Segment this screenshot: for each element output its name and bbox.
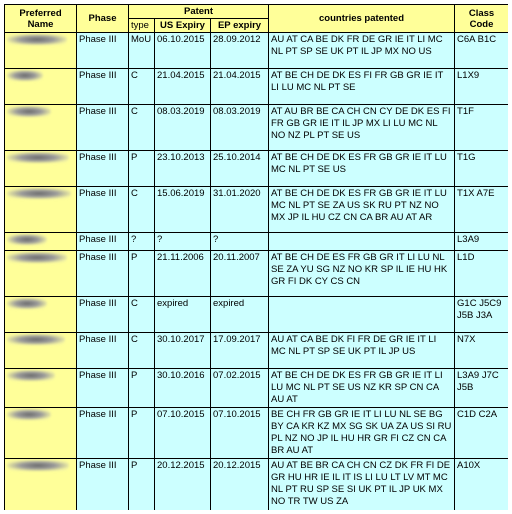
ep-expiry-cell: expired	[211, 297, 269, 333]
countries-cell	[269, 233, 455, 251]
redacted-name-blur	[7, 106, 51, 117]
preferred-name-cell	[5, 33, 77, 69]
table-row	[5, 33, 509, 69]
countries-cell: AT BE CH DE DK ES FR GB GR IE IT LI LU MC NL PT SE US NZ KR SP CN CA AU AT	[269, 369, 455, 408]
patent-type-cell: P	[129, 251, 155, 297]
countries-cell: AT BE CH DE DK ES FR GB GR IE IT LU MC NL PT SE ZA US SK RU PT NZ NO MX JP IL HU CZ CN CA BR AU AT AR	[269, 187, 455, 233]
header-phase: Phase	[77, 5, 129, 33]
ep-expiry-cell: 08.03.2019	[211, 105, 269, 151]
table-row	[5, 251, 509, 297]
redacted-name-blur	[7, 252, 67, 263]
us-expiry-cell: 15.06.2019	[155, 187, 211, 233]
ep-expiry-cell: 25.10.2014	[211, 151, 269, 187]
redacted-name-blur	[7, 34, 67, 45]
header-type: type	[129, 19, 155, 33]
redacted-name-blur	[7, 370, 55, 381]
us-expiry-cell: ?	[155, 233, 211, 251]
header-ep-expiry: EP expiry	[211, 19, 269, 33]
header-countries: countries patented	[269, 5, 455, 33]
us-expiry-cell: 06.10.2015	[155, 33, 211, 69]
table-row	[5, 297, 509, 333]
ep-expiry-cell: 07.02.2015	[211, 369, 269, 408]
patent-type-cell: MoU	[129, 33, 155, 69]
table-row	[5, 69, 509, 105]
patent-type-cell: P	[129, 369, 155, 408]
phase-cell: Phase III	[77, 459, 129, 511]
phase-cell: Phase III	[77, 233, 129, 251]
redacted-name-blur	[7, 188, 71, 199]
redacted-name-blur	[7, 70, 43, 81]
ep-expiry-cell: 17.09.2017	[211, 333, 269, 369]
patent-table	[4, 4, 508, 510]
table-row	[5, 459, 509, 511]
ep-expiry-cell: 28.09.2012	[211, 33, 269, 69]
class-code-cell: L3A9 J7C J5B	[455, 369, 508, 408]
patent-type-cell: C	[129, 333, 155, 369]
redacted-name-blur	[7, 234, 47, 245]
redacted-name-blur	[7, 409, 51, 420]
us-expiry-cell: 07.10.2015	[155, 408, 211, 459]
phase-cell: Phase III	[77, 297, 129, 333]
phase-cell: Phase III	[77, 105, 129, 151]
countries-cell: AT BE CH DE DK ES FR GB GR IE IT LU MC NL PT SE US	[269, 151, 455, 187]
table-row	[5, 151, 509, 187]
patent-type-cell: C	[129, 69, 155, 105]
countries-cell: AU AT CA BE DK FI FR DE GR IE IT LI MC NL PT SP SE UK PT IL JP US	[269, 333, 455, 369]
class-code-cell: T1X A7E	[455, 187, 508, 233]
us-expiry-cell: 23.10.2013	[155, 151, 211, 187]
patent-type-cell: P	[129, 459, 155, 511]
class-code-cell: T1G	[455, 151, 508, 187]
patent-type-cell: C	[129, 297, 155, 333]
table-body	[5, 33, 509, 511]
table-row	[5, 369, 509, 408]
patent-type-cell: C	[129, 105, 155, 151]
class-code-cell: N7X	[455, 333, 508, 369]
us-expiry-cell: 08.03.2019	[155, 105, 211, 151]
phase-cell: Phase III	[77, 187, 129, 233]
patent-type-cell: ?	[129, 233, 155, 251]
preferred-name-cell	[5, 408, 77, 459]
preferred-name-cell	[5, 459, 77, 511]
us-expiry-cell: 21.11.2006	[155, 251, 211, 297]
patent-type-cell: P	[129, 151, 155, 187]
patent-type-cell: C	[129, 187, 155, 233]
phase-cell: Phase III	[77, 69, 129, 105]
us-expiry-cell: 30.10.2017	[155, 333, 211, 369]
countries-cell: AT BE CH DE ES FR GB GR IT LI LU NL SE ZA YU SG NZ NO KR SP IL IE HU HK GR FI DK CY CS CN	[269, 251, 455, 297]
preferred-name-cell	[5, 297, 77, 333]
us-expiry-cell: 21.04.2015	[155, 69, 211, 105]
class-code-cell: L1X9	[455, 69, 508, 105]
header-us-expiry: US Expiry	[155, 19, 211, 33]
countries-cell: AT AU BR BE CA CH CN CY DE DK ES FI FR GB GR IE IT IL JP MX LI LU MC NL NO NZ PL PT SE US	[269, 105, 455, 151]
preferred-name-cell	[5, 151, 77, 187]
phase-cell: Phase III	[77, 251, 129, 297]
table-row	[5, 105, 509, 151]
us-expiry-cell: 20.12.2015	[155, 459, 211, 511]
countries-cell: AU AT CA BE DK FR DE GR IE IT LI MC NL PT SP SE UK PT IL JP MX NO US	[269, 33, 455, 69]
table-row	[5, 408, 509, 459]
header-patent: Patent	[129, 5, 269, 19]
redacted-name-blur	[7, 298, 47, 309]
phase-cell: Phase III	[77, 33, 129, 69]
table-row	[5, 187, 509, 233]
phase-cell: Phase III	[77, 333, 129, 369]
countries-cell	[269, 297, 455, 333]
us-expiry-cell: 30.10.2016	[155, 369, 211, 408]
redacted-name-blur	[7, 334, 65, 345]
countries-cell: AU AT BE BR CA CH CN CZ DK FR FI DE GR HU HR IE IL IT IS LI LU LT LV MT MC NL PT RU SP SE SI UK PT IL JP UK MX NO TR TW US ZA	[269, 459, 455, 511]
countries-cell: AT BE CH DE DK ES FI FR GB GR IE IT LI LU MC NL PT SE	[269, 69, 455, 105]
ep-expiry-cell: ?	[211, 233, 269, 251]
preferred-name-cell	[5, 251, 77, 297]
patent-type-cell: P	[129, 408, 155, 459]
countries-cell: BE CH FR GB GR IE IT LI LU NL SE BG BY CA KR KZ MX SG SK UA ZA US SI RU PL NZ NO JP IL HU HR GR FI CZ CN CA BR AU AT	[269, 408, 455, 459]
table-row	[5, 233, 509, 251]
us-expiry-cell: expired	[155, 297, 211, 333]
header-preferred-name: Preferred Name	[5, 5, 77, 33]
redacted-name-blur	[7, 460, 69, 471]
preferred-name-cell	[5, 105, 77, 151]
header-class-code: Class Code	[455, 5, 508, 33]
ep-expiry-cell: 31.01.2020	[211, 187, 269, 233]
ep-expiry-cell: 07.10.2015	[211, 408, 269, 459]
class-code-cell: A10X	[455, 459, 508, 511]
ep-expiry-cell: 21.04.2015	[211, 69, 269, 105]
class-code-cell: L1D	[455, 251, 508, 297]
class-code-cell: T1F	[455, 105, 508, 151]
preferred-name-cell	[5, 187, 77, 233]
redacted-name-blur	[7, 152, 69, 163]
ep-expiry-cell: 20.12.2015	[211, 459, 269, 511]
class-code-cell: L3A9	[455, 233, 508, 251]
class-code-cell: G1C J5C9 J5B J3A	[455, 297, 508, 333]
ep-expiry-cell: 20.11.2007	[211, 251, 269, 297]
preferred-name-cell	[5, 333, 77, 369]
preferred-name-cell	[5, 69, 77, 105]
table-row	[5, 333, 509, 369]
class-code-cell: C6A B1C	[455, 33, 508, 69]
phase-cell: Phase III	[77, 408, 129, 459]
preferred-name-cell	[5, 233, 77, 251]
phase-cell: Phase III	[77, 369, 129, 408]
preferred-name-cell	[5, 369, 77, 408]
phase-cell: Phase III	[77, 151, 129, 187]
patent-table-container	[4, 4, 508, 510]
class-code-cell: C1D C2A	[455, 408, 508, 459]
